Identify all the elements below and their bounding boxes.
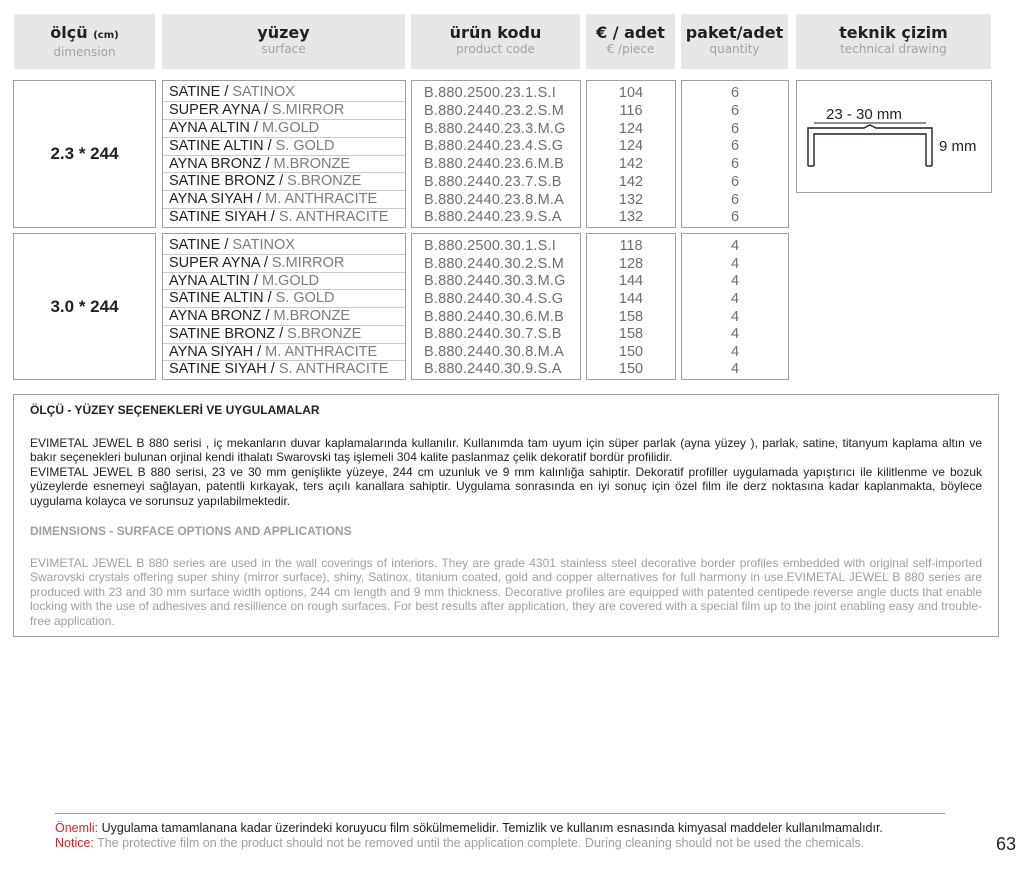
height-label: 9 mm [939,138,977,155]
product-code: B.880.2440.30.2.S.M [424,255,565,272]
header-code-en: product code [456,42,535,56]
table-row: SATINE BRONZ / S.BRONZE [163,173,405,191]
group-2-dimension: 3.0 * 244 [13,233,156,380]
profile-drawing [797,81,991,192]
quantity: 4 [730,273,740,290]
table-row: SATINE ALTIN / S. GOLD [163,290,405,308]
table-row: SATINE BRONZ / S.BRONZE [163,326,405,344]
price: 144 [618,290,644,307]
header-dimension-unit: (cm) [93,30,119,41]
header-dimension-en: dimension [53,45,116,59]
quantity: 4 [730,343,740,360]
product-code: B.880.2440.30.8.M.A [424,343,565,360]
description-paragraph-tr-1: EVIMETAL JEWEL B 880 serisi , iç mekanların duvar kaplamalarında kullanılır. Kullanımda tam uyum için süper parlak (ayna yüzey ), parlak, satine, titanyum kaplama altın ve bakır seçenekleri bulunan orjinal kendi ithalatı Swarovski taş işlemeli 304 kalite paslanmaz çelik dekoratif bordür profilidir. [30,435,982,464]
table-row: SATINE SİYAH / S. ANTHRACITE [169,361,389,378]
product-code: B.880.2440.23.2.S.M [424,102,565,119]
price: 158 [618,326,644,343]
header-qty-en: quantity [709,42,760,56]
group-2-codes [411,233,581,380]
product-code: B.880.2440.23.4.S.G [424,138,564,155]
price: 144 [618,273,644,290]
header-price-en: € /piece [606,42,655,56]
product-code: B.880.2440.30.3.M.G [424,273,566,290]
group-1-prices [586,80,676,228]
table-row: SATINE / SATINOX [163,84,405,102]
price: 116 [619,102,643,119]
header-surface-en: surface [261,42,306,56]
quantity: 4 [730,308,740,325]
price: 132 [618,191,644,208]
product-code: B.880.2500.23.1.S.I [424,85,556,101]
table-row: AYNA SİYAH / M. ANTHRACITE [163,344,405,362]
quantity: 6 [730,138,740,155]
group-1-surfaces [162,80,406,228]
header-price [586,14,675,69]
price: 124 [618,120,644,137]
product-code: B.880.2500.30.1.S.I [424,238,556,254]
group-1-quantities [681,80,789,228]
quantity: 6 [730,156,740,172]
product-code: B.880.2440.23.7.S.B [424,173,562,190]
group-2-surfaces [162,233,406,380]
table-row: AYNA ALTIN / M.GOLD [163,120,405,138]
header-dimension [14,14,155,69]
table-row: SATINE SİYAH / S. ANTHRACITE [169,209,389,226]
price: 124 [618,138,644,155]
group-2-prices [586,233,676,380]
quantity: 4 [730,238,740,254]
product-code: B.880.2440.23.9.S.A [424,209,562,226]
group-1-codes [411,80,581,228]
header-tech-en: technical drawing [840,42,947,56]
group-1-dimension: 2.3 * 244 [13,80,156,228]
price: 150 [618,343,644,360]
table-row: AYNA ALTIN / M.GOLD [163,273,405,291]
page-number: 63 [996,834,1017,854]
price: 150 [618,361,644,378]
table-row: AYNA SİYAH / M. ANTHRACITE [163,191,405,209]
header-price-label: € / adet [596,23,665,42]
quantity: 6 [730,173,740,190]
price: 118 [619,238,643,254]
header-dimension-label: ölçü [50,23,88,42]
quantity: 6 [730,120,740,137]
product-code: B.880.2440.30.9.S.A [424,361,562,378]
footer-divider [55,813,945,814]
price: 142 [618,173,644,190]
product-code: B.880.2440.30.4.S.G [424,290,564,307]
quantity: 4 [730,361,740,378]
quantity: 4 [730,255,740,272]
header-surface-label: yüzey [257,23,310,42]
footer-notice-tr-label: Önemli: [55,821,99,835]
product-code: B.880.2440.30.7.S.B [424,326,562,343]
header-surface [162,14,405,69]
table-row: SATINE ALTIN / S. GOLD [163,138,405,156]
price: 132 [618,209,644,226]
description-heading-tr: ÖLÇÜ - YÜZEY SEÇENEKLERİ VE UYGULAMALAR [30,403,320,417]
product-code: B.880.2440.30.6.M.B [424,308,565,325]
footer-notice-en [55,836,950,851]
group-2-quantities [681,233,789,380]
header-tech [796,14,991,69]
quantity: 6 [730,191,740,208]
description-box [13,394,999,637]
footer-notice-tr-text: Uygulama tamamlanana kadar üzerindeki koruyucu film sökülmemelidir. Temizlik ve kullanım esnasında kimyasal maddeler kullanılmamalıdır. [101,821,883,835]
header-tech-label: teknik çizim [839,23,948,42]
technical-drawing [796,80,992,193]
table-row: SUPER AYNA / S.MIRROR [163,102,405,120]
footer-notice-en-text: The protective film on the product should not be removed until the application complete. During cleaning should not be used the chemicals. [97,836,865,850]
description-paragraph-en: EVIMETAL JEWEL B 880 series are used in the wall coverings of interiors. They are grade 4301 stainless steel decorative border profiles embedded with original self-imported Swarovski crystals offering super shiny (mirror surface), shiny, Satinox, titanium coated, gold and copper alternatives for full harmony in use.EVIMETAL JEWEL B 880 series are produced with 23 and 30 mm surface width options, 244 cm length and 9 mm thickness. Decorative profiles are equipped with patented centipede reverse angle ducts that enable locking with the use of adhesives and resillience on rough surfaces. For best results after application, they are covered with a special film up to the joint enabling easy and trouble-free application. [30,555,982,628]
price: 142 [618,156,644,172]
quantity: 6 [730,85,740,101]
footer-notice-en-label: Notice: [55,836,94,850]
price: 128 [618,255,644,272]
quantity: 6 [730,102,740,119]
width-label: 23 - 30 mm [826,106,902,123]
header-code-label: ürün kodu [449,23,542,42]
price: 158 [618,308,644,325]
table-row: AYNA BRONZ / M.BRONZE [163,308,405,326]
product-code: B.880.2440.23.8.M.A [424,191,565,208]
table-row: AYNA BRONZ / M.BRONZE [163,156,405,174]
quantity: 4 [730,290,740,307]
product-code: B.880.2440.23.3.M.G [424,120,566,137]
header-qty [681,14,788,69]
price: 104 [618,85,644,101]
quantity: 4 [730,326,740,343]
description-paragraph-tr-2: EVIMETAL JEWEL B 880 serisi, 23 ve 30 mm genişlikte yüzeye, 244 cm uzunluk ve 9 mm kalınlığa sahiptir. Dekoratif profiller uygulamada yapıştırıcı ile kilitlenme ve bozuk yüzeylerde esnemeyi sağlayan, patentli kırkayak, ters açılı kanallara sahiptir. Uygulama sonrasında en iyi sonuç için özel film ile derz noktasına kadar kaplanmakta, böylece uygulama kolayca ve sorunsuz yapılabilmektedir. [30,464,982,508]
quantity: 6 [730,209,740,226]
header-code [411,14,580,69]
product-code: B.880.2440.23.6.M.B [424,156,565,172]
header-qty-label: paket/adet [685,23,784,42]
footer-notice-tr [55,821,950,836]
table-row: SUPER AYNA / S.MIRROR [163,255,405,273]
description-heading-en: DIMENSIONS - SURFACE OPTIONS AND APPLICATIONS [30,524,352,538]
table-row: SATINE / SATINOX [163,237,405,255]
